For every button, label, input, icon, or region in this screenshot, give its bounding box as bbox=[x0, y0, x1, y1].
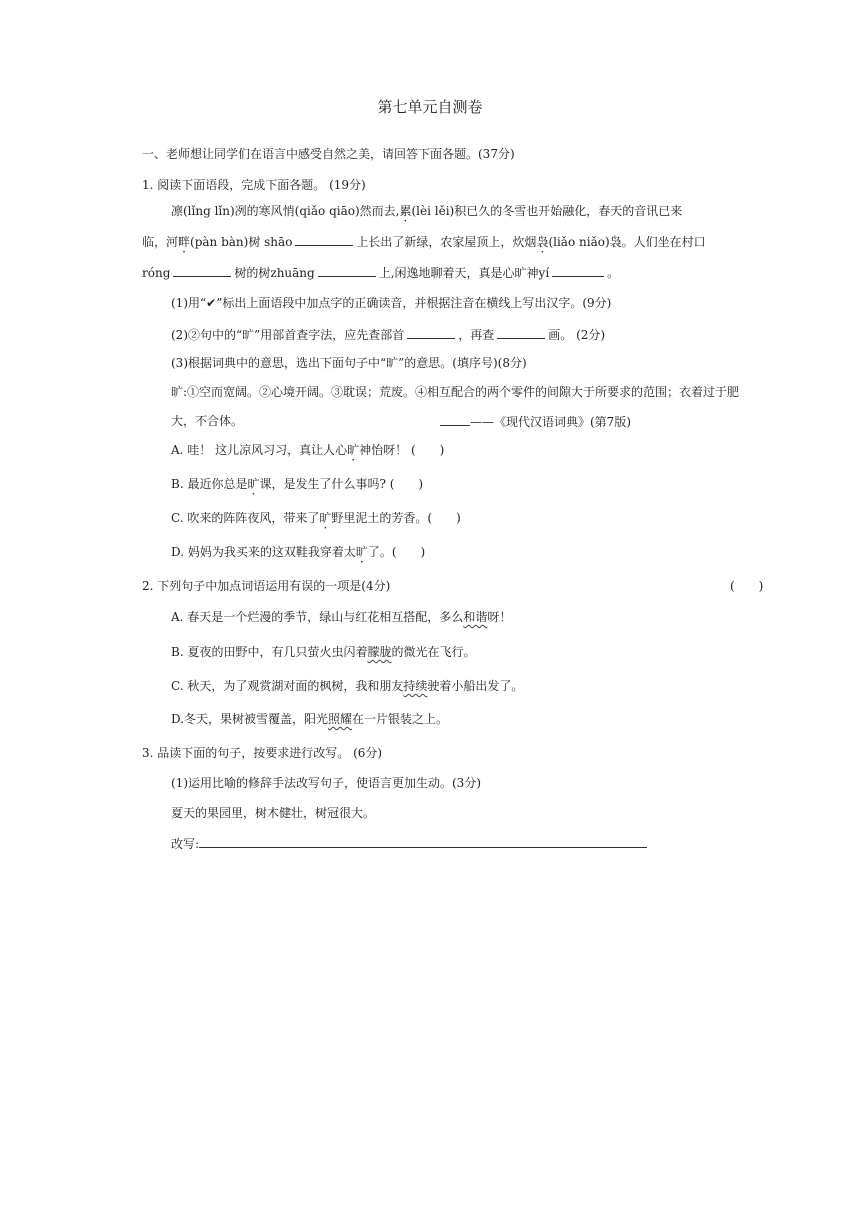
sub-question-text: (2)②句中的“旷”用部首查字法，应先查部首 bbox=[171, 328, 405, 342]
rewrite-label: 改写: bbox=[171, 837, 200, 851]
section-heading: 一、老师想让同学们在语言中感受自然之美，请回答下面各题。(37分) bbox=[142, 147, 515, 161]
sub-question-text: ，再查 bbox=[458, 328, 495, 342]
option-text: 了。( ) bbox=[367, 545, 426, 559]
dictionary-source bbox=[440, 413, 631, 430]
marked-word: 朦胧 bbox=[367, 645, 392, 659]
option-text: 课，是发生了什么事吗? ( ) bbox=[259, 477, 424, 491]
fill-blank[interactable] bbox=[173, 264, 231, 277]
fill-blank[interactable] bbox=[295, 233, 353, 246]
page-title: 第七单元自测卷 bbox=[377, 98, 483, 116]
q3-sentence: 夏天的果园里，树木健壮，树冠很大。 bbox=[171, 806, 376, 820]
marked-word: 和谐 bbox=[463, 610, 488, 624]
passage-text: 上长出了新绿，农家屋顶上，炊烟 bbox=[356, 235, 537, 249]
option-text: D.冬天，果树被雪覆盖，阳光 bbox=[171, 712, 329, 726]
passage-text: 临，河 bbox=[142, 235, 179, 249]
passage-text: (lèi lěi)积已久的冬雪也开始融化，春天的音讯已来 bbox=[411, 204, 683, 218]
sub-question-1: (1)用“✔”标出上面语段中加点字的正确读音，并根据注音在横线上写出汉字。(9分) bbox=[171, 296, 612, 310]
passage-text: 凛(lǐng lǐn)冽的寒风悄(qiǎo qiāo)然而去, bbox=[171, 204, 400, 218]
q2-option-a bbox=[171, 609, 511, 625]
passage-text: 上,闲逸地聊着天，真是心旷神yí bbox=[378, 266, 550, 280]
q3-sub-question-1: (1)运用比喻的修辞手法改写句子，使语言更加生动。(3分) bbox=[171, 776, 481, 790]
option-text: C. 吹来的阵阵夜风，带来了 bbox=[171, 511, 320, 525]
rewrite-answer-line[interactable] bbox=[199, 835, 647, 848]
option-c bbox=[171, 510, 461, 526]
rewrite-row bbox=[171, 835, 647, 852]
option-text: C. 秋天，为了观赏湖对面的枫树，我和朋友 bbox=[171, 679, 404, 693]
source-text: ——《现代汉语词典》(第7版) bbox=[470, 415, 631, 429]
marked-word: 照耀 bbox=[328, 712, 353, 726]
passage-text: 树的树zhuāng bbox=[234, 266, 315, 280]
dotted-char: 旷 bbox=[319, 511, 332, 525]
option-text: B. 最近你总是 bbox=[171, 477, 248, 491]
dictionary-definition-line-1: 旷:①空而宽阔。②心境开阔。③耽误；荒废。④相互配合的两个零件的间隙大于所要求的范围；衣着过于肥 bbox=[171, 385, 740, 399]
option-b bbox=[171, 476, 423, 492]
option-a bbox=[171, 442, 444, 458]
passage-text: (liǎo niǎo)袅。人们坐在村口 bbox=[548, 235, 706, 249]
option-text: B. 夏夜的田野中，有几只萤火虫闪着 bbox=[171, 645, 368, 659]
passage-line-3 bbox=[142, 264, 619, 281]
question-1-heading: 1. 阅读下面语段，完成下面各题。 (19分) bbox=[142, 178, 366, 192]
option-text: 驶着小船出发了。 bbox=[427, 679, 524, 693]
dotted-char: 袅 bbox=[536, 235, 549, 249]
sub-question-3: (3)根据词典中的意思，选出下面句子中“旷”的意思。(填序号)(8分) bbox=[171, 356, 527, 370]
answer-bracket[interactable]: ( ) bbox=[730, 579, 764, 593]
option-text: 野里泥土的芳香。( ) bbox=[331, 511, 461, 525]
passage-line-1 bbox=[171, 203, 682, 219]
fill-blank[interactable] bbox=[552, 264, 604, 277]
dotted-char: 累 bbox=[399, 204, 412, 218]
marked-word: 持续 bbox=[403, 679, 428, 693]
dotted-char: 旷 bbox=[355, 545, 368, 559]
fill-blank[interactable] bbox=[318, 264, 376, 277]
passage-text: róng bbox=[142, 266, 171, 280]
q2-option-c bbox=[171, 678, 523, 694]
option-text: A. 春天是一个烂漫的季节，绿山与红花相互搭配，多么 bbox=[171, 610, 464, 624]
option-d bbox=[171, 544, 425, 560]
option-text: 在一片银装之上。 bbox=[352, 712, 449, 726]
passage-text: (pàn bàn)树 shāo bbox=[190, 235, 293, 249]
dictionary-definition-line-2 bbox=[171, 413, 660, 429]
answer-blank[interactable] bbox=[440, 413, 470, 426]
option-text: A. 哇！ 这儿凉风习习，真让人心 bbox=[171, 443, 348, 457]
dotted-char: 旷 bbox=[247, 477, 260, 491]
question-2-heading: 2. 下列句子中加点词语运用有误的一项是(4分) bbox=[142, 579, 391, 593]
radical-blank[interactable] bbox=[407, 326, 455, 339]
passage-line-2 bbox=[142, 233, 706, 250]
option-text: 神怡呀！ ( ) bbox=[359, 443, 445, 457]
option-text: 的微光在飞行。 bbox=[391, 645, 476, 659]
dotted-char: 旷 bbox=[347, 443, 360, 457]
question-3-heading: 3. 品读下面的句子，按要求进行改写。 (6分) bbox=[142, 746, 383, 760]
option-text: 呀！ bbox=[487, 610, 512, 624]
stroke-count-blank[interactable] bbox=[497, 326, 545, 339]
q2-option-d bbox=[171, 711, 448, 727]
option-text: D. 妈妈为我买来的这双鞋我穿着太 bbox=[171, 545, 356, 559]
sub-question-2 bbox=[171, 326, 605, 343]
definition-text: 大，不合体。 bbox=[171, 414, 244, 428]
passage-text: 。 bbox=[607, 266, 620, 280]
dotted-char: 畔 bbox=[178, 235, 191, 249]
q2-option-b bbox=[171, 644, 475, 660]
sub-question-text: 画。 (2分) bbox=[548, 328, 606, 342]
